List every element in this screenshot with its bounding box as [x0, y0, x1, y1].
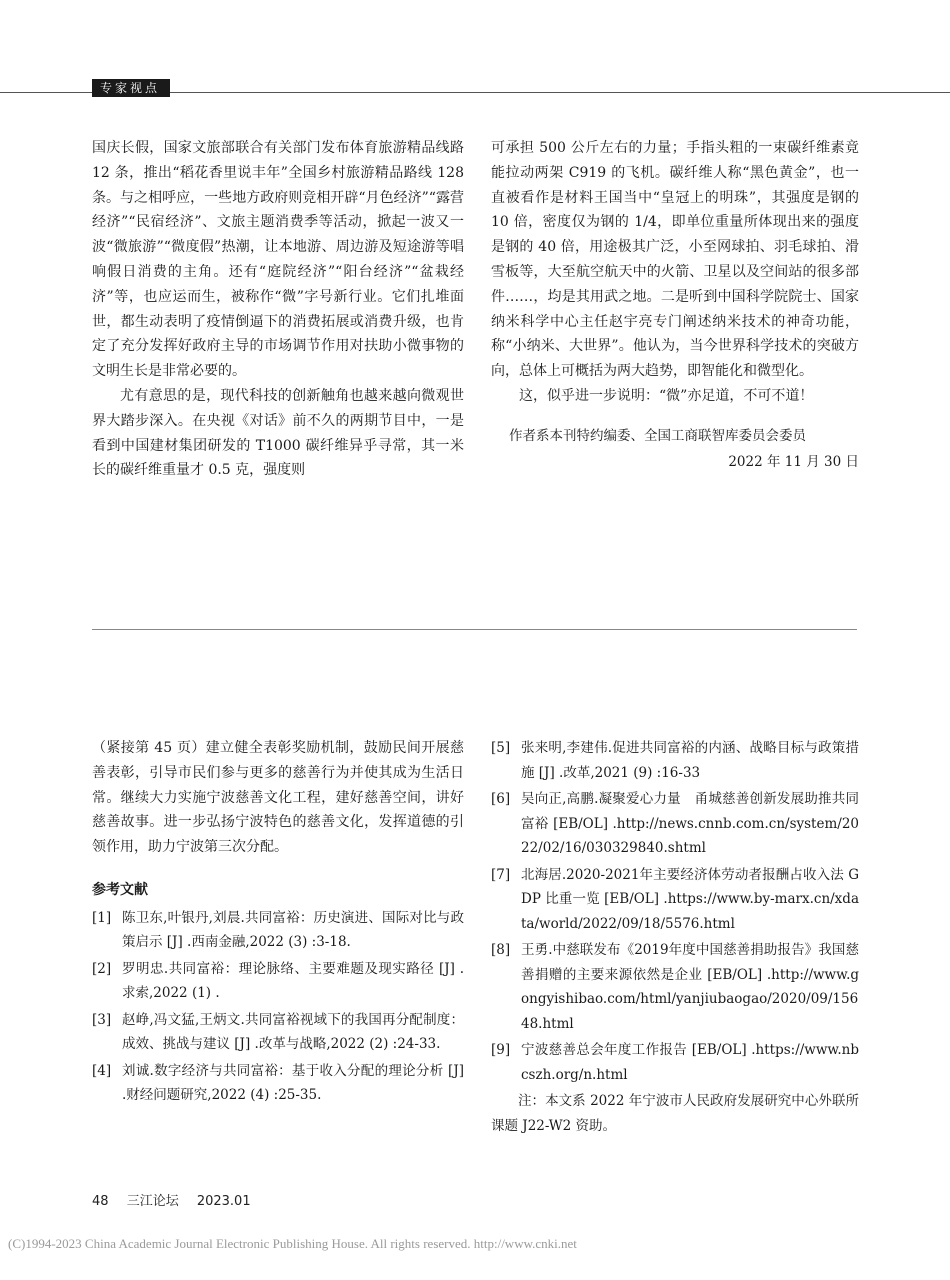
reference-text: 宁波慈善总会年度工作报告 [EB/OL] .https://www.nbcszh.org/n.html — [521, 1042, 859, 1083]
reference-text: 刘诚.数字经济与共同富裕：基于收入分配的理论分析 [J] .财经问题研究,2022 (4) :25-35. — [122, 1062, 464, 1104]
reference-number: [5] — [491, 740, 511, 756]
reference-text: 张来明,李建伟.促进共同富裕的内涵、战略目标与政策措施 [J] .改革,2021 (9) :16-33 — [521, 740, 859, 781]
reference-item — [491, 1038, 859, 1087]
author-note — [491, 423, 859, 475]
continuation-paragraph: （紧接第 45 页）建立健全表彰奖励机制，鼓励民间开展慈善表彰，引导市民们参与更多的慈善行为并使其成为生活日常。继续大力实施宁波慈善文化工程，建好慈善空间，讲好慈善故事。进一步弘扬宁波特色的慈善文化，发挥道德的引领作用，助力宁波第三次分配。 — [92, 740, 464, 856]
reference-number: [9] — [491, 1042, 511, 1058]
section-divider — [92, 629, 857, 630]
copyright-notice: (C)1994-2023 China Academic Journal Electronic Publishing House. All rights reserved. http://www.cnki.net — [8, 1236, 577, 1251]
continuation-column-left — [92, 736, 464, 1110]
article-column-right — [491, 136, 859, 475]
reference-number: [2] — [92, 960, 112, 977]
reference-item — [92, 1059, 464, 1108]
reference-number: [6] — [491, 791, 511, 807]
article-column-left — [92, 136, 464, 483]
paragraph: 国庆长假，国家文旅部联合有关部门发布体育旅游精品线路 12 条，推出“稻花香里说丰年”全国乡村旅游精品路线 128 条。与之相呼应，一些地方政府则竞相开辟“月色经济”“露营经济”“民宿经济”、文旅主题消费季等活动，掀起一波又一波“微旅游”“微度假”热潮，让本地游、周边游及短途游等唱响假日消费的主角。还有“庭院经济”“阳台经济”“盆栽经济”等，也应运而生，被称作“微”字号新行业。它们扎堆面世，都生动表明了疫情倒逼下的消费拓展或消费升级，也肯定了充分发挥好政府主导的市场调节作用对扶助小微事物的文明生长是非常必要的。 — [92, 140, 464, 380]
paragraph: 可承担 500 公斤左右的力量；手指头粗的一束碳纤维素竟能拉动两架 C919 的飞机。碳纤维人称“黑色黄金”，也一直被看作是材料王国当中“皇冠上的明珠”，其强度是钢的 10 倍，密度仅为钢的 1/4，即单位重量所体现出来的强度是钢的 40 倍，用途极其广泛，小至网球拍、羽毛球拍、滑雪板等，大至航空航天中的火箭、卫星以及空间站的很多部件……，均是其用武之地。二是听到中国科学院院士、国家纳米科学中心主任赵宇亮专门阐述纳米技术的神奇功能，称“小纳米、大世界”。他认为，当今世界科学技术的突破方向，总体上可概括为两大趋势，即智能化和微型化。 — [491, 140, 859, 380]
reference-text: 王勇.中慈联发布《2019年度中国慈善捐助报告》我国慈善捐赠的主要来源依然是企业 [EB/OL] .http://www.gongyishibao.com/html/yanjiubaogao/2020/09/15648.html — [521, 942, 859, 1032]
funding-note: 注：本文系 2022 年宁波市人民政府发展研究中心外联所课题 J22-W2 资助。 — [491, 1093, 859, 1134]
reference-item — [92, 1008, 464, 1057]
issue-number: 2023.01 — [196, 1194, 251, 1209]
reference-text: 罗明忠.共同富裕：理论脉络、主要难题及现实路径 [J] .求索,2022 (1) . — [122, 960, 464, 1002]
reference-item — [92, 957, 464, 1006]
reference-number: [3] — [92, 1011, 112, 1028]
page-number: 48 — [92, 1194, 109, 1209]
references-heading: 参考文献 — [92, 881, 148, 898]
reference-text: 赵峥,冯文猛,王炳文.共同富裕视域下的我国再分配制度：成效、挑战与建议 [J] .改革与战略,2022 (2) :24-33. — [122, 1011, 464, 1053]
section-tag: 专家视点 — [92, 79, 170, 97]
page-footer — [92, 1190, 265, 1209]
reference-item — [491, 787, 859, 861]
reference-item — [491, 938, 859, 1036]
reference-number: [7] — [491, 866, 511, 883]
reference-number: [4] — [92, 1062, 112, 1079]
reference-item — [491, 863, 859, 937]
article-date: 2022 年 11 月 30 日 — [728, 453, 859, 470]
reference-item — [92, 906, 464, 955]
reference-number: [8] — [491, 942, 511, 958]
author-affiliation: 作者系本刊特约编委、全国工商联智库委员会委员 — [509, 427, 806, 444]
reference-text: 吴向正,高鹏.凝聚爱心力量 甬城慈善创新发展助推共同富裕 [EB/OL] .http://news.cnnb.com.cn/system/2022/02/16/030329840.shtml — [521, 791, 859, 856]
journal-name: 三江论坛 — [126, 1194, 179, 1209]
paragraph: 这，似乎进一步说明：“微”亦足道，不可不道！ — [519, 387, 814, 404]
paragraph: 尤有意思的是，现代科技的创新触角也越来越向微观世界大踏步深入。在央视《对话》前不久的两期节目中，一是看到中国建材集团研发的 T1000 碳纤维异乎寻常，其一米长的碳纤维重量才 0.5 克，强度则 — [92, 387, 464, 479]
continuation-column-right — [491, 736, 859, 1138]
reference-text: 陈卫东,叶银丹,刘晨.共同富裕：历史演进、国际对比与政策启示 [J] .西南金融,2022 (3) :3-18. — [122, 909, 464, 951]
reference-item — [491, 736, 859, 785]
reference-number: [1] — [92, 909, 112, 926]
reference-text: 北海居.2020-2021年主要经济体劳动者报酬占收入法 GDP 比重一览 [EB/OL] .https://www.by-marx.cn/xdata/world/2022/09/18/5576.html — [521, 866, 859, 932]
